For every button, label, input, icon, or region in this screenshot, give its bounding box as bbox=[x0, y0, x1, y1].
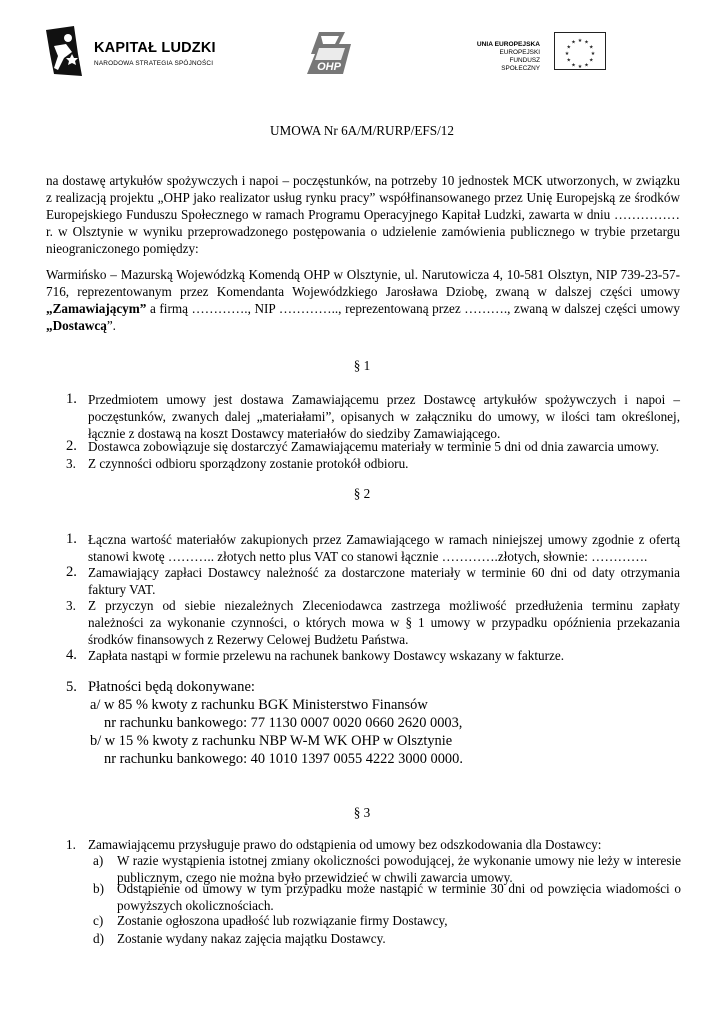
s1-item-1 bbox=[66, 391, 680, 443]
s2-item-4-text: Zapłata nastąpi w formie przelewu na rachunek bankowy Dostawcy wskazany w fakturze. bbox=[88, 648, 565, 663]
intro-paragraph: na dostawę artykułów spożywczych i napoi – poczęstunków, na potrzeby 10 jednostek MCK utworzonych, w związku z realizacją projektu „OHP jako realizator usług rynku pracy” współfinansowanego przez Unię Europejską ze środków Europejskiego Funduszu Społecznego w ramach Programu Operacyjnego Kapitał Ludzki, zawarta w dniu …………… r. w Olsztynie w wyniku przeprowadzonego postępowania o udzielenie zamówienia publicznego w trybie przetargu nieograniczonego pomiędzy: bbox=[46, 173, 680, 256]
s2-item-1-number: 1. bbox=[66, 531, 77, 547]
s2-item-5-number: 5. bbox=[66, 679, 77, 695]
s1-item-3-number: 3. bbox=[66, 456, 76, 471]
s3-subitem-c-number: c) bbox=[93, 913, 104, 928]
eu-logo bbox=[470, 32, 610, 72]
s1-item-2-number: 2. bbox=[66, 438, 77, 454]
s3-subitem-b-number: b) bbox=[93, 881, 104, 896]
parties-paragraph bbox=[46, 266, 680, 334]
s2-item-4-number: 4. bbox=[66, 647, 77, 663]
zamawiajacy-term: „Zamawiającym” bbox=[46, 301, 147, 316]
eu-flag-icon bbox=[554, 32, 606, 70]
ohp-logo-text: OHP bbox=[317, 61, 341, 73]
s3-subitem-a-text: W razie wystąpienia istotnej zmiany okoliczności powodującej, że wykonanie umowy nie leży w interesie publicznym, czego nie można było przewidzieć w chwili zawarcia umowy. bbox=[117, 853, 681, 885]
s1-item-3-text: Z czynności odbioru sporządzony zostanie protokół odbioru. bbox=[88, 456, 409, 471]
payment-b-line: b/ w 15 % kwoty z rachunku NBP W-M WK OHP w Olsztynie bbox=[90, 733, 453, 749]
svg-text:★: ★ bbox=[584, 39, 589, 46]
s3-subitem-d-number: d) bbox=[93, 931, 104, 946]
svg-text:★: ★ bbox=[577, 38, 583, 44]
eu-line-3: FUNDUSZ SPOŁECZNY bbox=[501, 57, 540, 72]
s1-item-1-text: Przedmiotem umowy jest dostawa Zamawiającemu przez Dostawcę artykułów spożywczych i napoi – poczęstunków, zwanych dalej „materiałami”, opisanych w załączniku do umowy, w ilości tam określonej, łącznie z dostawą na koszt Dostawcy materiałów do siedziby Zamawiającego. bbox=[88, 392, 680, 441]
s3-item-1-number: 1. bbox=[66, 837, 76, 852]
svg-text:★: ★ bbox=[589, 44, 594, 51]
svg-text:★: ★ bbox=[589, 57, 594, 64]
s3-item-1-text: Zamawiającemu przysługuje prawo do odstąpienia od umowy bez odszkodowania dla Dostawcy: bbox=[88, 837, 602, 852]
kapital-ludzki-emblem-icon bbox=[44, 24, 84, 78]
eu-line-2: EUROPEJSKI bbox=[499, 49, 540, 56]
svg-text:★: ★ bbox=[590, 51, 596, 57]
parties-end: ”. bbox=[106, 318, 116, 333]
s2-item-5-text: Płatności będą dokonywane: bbox=[88, 679, 255, 695]
dostawca-term: „Dostawcą bbox=[46, 318, 107, 333]
payment-a-line: a/ w 85 % kwoty z rachunku BGK Ministerstwo Finansów bbox=[90, 697, 428, 713]
svg-text:★: ★ bbox=[577, 64, 583, 70]
s2-item-2-number: 2. bbox=[66, 564, 77, 580]
contract-title: UMOWA Nr 6A/M/RURP/EFS/12 bbox=[270, 123, 454, 138]
kapital-ludzki-subtitle: NARODOWA STRATEGIA SPÓJNOŚCI bbox=[94, 60, 214, 67]
s1-item-1-number: 1. bbox=[66, 391, 77, 407]
s2-item-1-text: Łączna wartość materiałów zakupionych przez Zamawiającego w ramach niniejszej umowy zgodnie z ofertą stanowi kwotę ……….. złotych netto plus VAT co stanowi łącznie ………….złotych, słownie: …………. bbox=[88, 532, 680, 564]
s2-item-3-text: Z przyczyn od siebie niezależnych Zleceniodawca zastrzega możliwość przedłużenia terminu zapłaty należności za wykonanie czynności, o których mowa w § 1 umowy w przypadku opóźnienia przekazania środków finansowych z Rezerwy Celowej Budżetu Państwa. bbox=[88, 598, 680, 647]
s3-subitem-c-text: Zostanie ogłoszona upadłość lub rozwiązanie firmy Dostawcy, bbox=[117, 913, 448, 928]
eu-logo-text bbox=[470, 41, 540, 73]
payment-a-account: nr rachunku bankowego: 77 1130 0007 0020 0660 2620 0003, bbox=[104, 715, 463, 731]
svg-text:★: ★ bbox=[566, 44, 571, 51]
s1-item-2-text: Dostawca zobowiązuje się dostarczyć Zamawiającemu materiały w terminie 5 dni od dnia zawarcia umowy. bbox=[88, 439, 660, 454]
s3-subitem-a-number: a) bbox=[93, 853, 104, 868]
section-1-heading: § 1 bbox=[353, 358, 371, 373]
s2-item-2-text: Zamawiający zapłaci Dostawcy należność za dostarczone materiały w terminie 60 dni od daty otrzymania faktury VAT. bbox=[88, 565, 680, 597]
eu-line-1: UNIA EUROPEJSKA bbox=[476, 41, 540, 48]
parties-text-a: Warmińsko – Mazurską Wojewódzką Komendą OHP w Olsztynie, ul. Narutowicza 4, 10-581 Olsztyn, NIP 739-23-57-716, reprezentowanym przez Komendanta Wojewódzkiego Jarosława Dziobę, zwaną w dalszej części umowy bbox=[46, 267, 680, 299]
kapital-ludzki-logo bbox=[44, 22, 234, 82]
s3-subitem-b-text: Odstąpienie od umowy w tym przypadku może nastąpić w terminie 30 dni od powzięcia wiadomości o powyższych okolicznościach. bbox=[117, 881, 681, 913]
svg-text:★: ★ bbox=[564, 51, 570, 57]
svg-text:★: ★ bbox=[571, 39, 576, 46]
svg-text:★: ★ bbox=[584, 62, 589, 69]
svg-text:★: ★ bbox=[571, 62, 576, 69]
parties-text-b: a firmą …………., NIP ………….., reprezentowaną przez ………., zwaną w dalszej części umowy bbox=[146, 301, 680, 316]
s3-subitem-d-text: Zostanie wydany nakaz zajęcia majątku Dostawcy. bbox=[117, 931, 386, 946]
svg-text:★: ★ bbox=[566, 57, 571, 64]
section-2-heading: § 2 bbox=[353, 486, 371, 501]
s2-item-3-number: 3. bbox=[66, 598, 76, 613]
kapital-ludzki-title: KAPITAŁ LUDZKI bbox=[94, 40, 216, 56]
ohp-logo bbox=[305, 30, 353, 76]
payment-b-account: nr rachunku bankowego: 40 1010 1397 0055 4222 3000 0000. bbox=[104, 751, 463, 767]
section-3-heading: § 3 bbox=[353, 805, 371, 820]
